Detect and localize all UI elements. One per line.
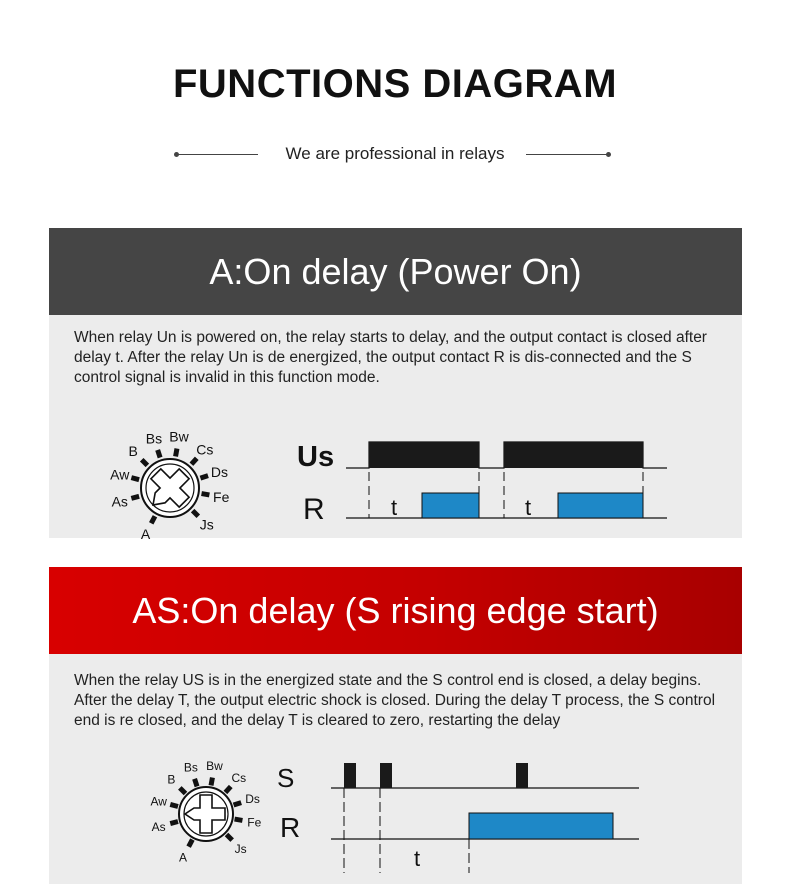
dial-label: Aw: [150, 794, 167, 809]
dial-tick: [191, 509, 200, 518]
section-as-diagram: [49, 567, 742, 884]
dial-label: Cs: [231, 770, 247, 785]
dial-label: Ds: [245, 792, 260, 807]
dial-label: Aw: [110, 466, 130, 483]
s-pulse: [380, 763, 392, 788]
dial-tick: [224, 785, 233, 794]
us-pulse: [369, 442, 479, 468]
dial-label: A: [178, 850, 188, 865]
dial-tick: [209, 777, 215, 786]
dial-label: Fe: [213, 488, 230, 505]
dial-label: As: [111, 493, 128, 510]
delay-label-t: t: [391, 495, 398, 520]
dial-label: B: [128, 443, 138, 460]
r-output-pulse: [469, 813, 613, 839]
dial-label: Bw: [169, 428, 189, 445]
section-as-card: [49, 567, 742, 884]
dial-tick: [200, 473, 209, 480]
dial-tick: [234, 817, 243, 823]
delay-label-t: t: [525, 495, 532, 520]
dial-tick: [140, 458, 149, 467]
dial-tick: [186, 838, 194, 847]
dial-label: As: [151, 819, 166, 834]
r-output-pulse: [422, 493, 479, 518]
dial-tick: [170, 819, 179, 826]
signal-label-us: Us: [297, 441, 335, 473]
delay-label-t: t: [414, 846, 421, 871]
dial-label: Bs: [183, 760, 198, 775]
s-pulse: [344, 763, 356, 788]
dial-tick: [173, 448, 179, 457]
us-pulse: [504, 442, 643, 468]
dial-tick: [149, 515, 157, 524]
dial-label: Cs: [196, 441, 214, 458]
dial-tick: [131, 475, 140, 482]
subtitle-row: [0, 142, 790, 168]
dial-tick: [190, 457, 199, 466]
dial-tick: [170, 802, 179, 809]
r-output-pulse: [558, 493, 643, 518]
subtitle: We are professional in relays: [285, 144, 505, 163]
dial-tick: [201, 491, 210, 497]
signal-label-s: S: [277, 763, 295, 793]
dial-tick: [131, 494, 140, 501]
right-dot-icon: [606, 152, 611, 157]
dial-tick: [155, 449, 162, 458]
dial-tick: [178, 786, 187, 795]
section-as-description: When the relay US is in the energized state and the S control end is closed, a delay begins. After the delay T, the output electric shock is closed. During the delay T process, the S control end is re closed, and the delay T is cleared to zero, restarting the delay: [74, 672, 716, 729]
signal-label-r: R: [303, 493, 325, 526]
dial-label: A: [140, 525, 151, 542]
dial-label: Ds: [210, 463, 229, 480]
s-pulse: [516, 763, 528, 788]
dial-label: Js: [199, 516, 214, 533]
right-divider: [526, 154, 608, 155]
section-a-card: [49, 228, 742, 542]
dial-label: Js: [234, 841, 247, 856]
dial-label: Bw: [206, 758, 223, 773]
section-a-diagram: [49, 228, 742, 542]
dial-tick: [233, 800, 242, 807]
section-a-title: A:On delay (Power On): [49, 228, 742, 315]
dial-tick: [192, 778, 199, 787]
dial-tick: [225, 833, 234, 842]
signal-label-r: R: [280, 812, 301, 843]
function-dial-icon: [110, 429, 229, 542]
section-as-title: AS:On delay (S rising edge start): [49, 567, 742, 654]
dial-label: Fe: [247, 815, 262, 830]
dial-label: Bs: [145, 430, 163, 447]
page-title: FUNCTIONS DIAGRAM: [172, 62, 618, 106]
section-a-description: When relay Un is powered on, the relay starts to delay, and the output contact is closed after delay t. After the relay Un is de energized, the output contact R is dis-connected and the S control signal is invalid in this function mode.: [74, 329, 707, 386]
function-dial-icon: [150, 759, 261, 865]
dial-label: B: [167, 772, 176, 787]
